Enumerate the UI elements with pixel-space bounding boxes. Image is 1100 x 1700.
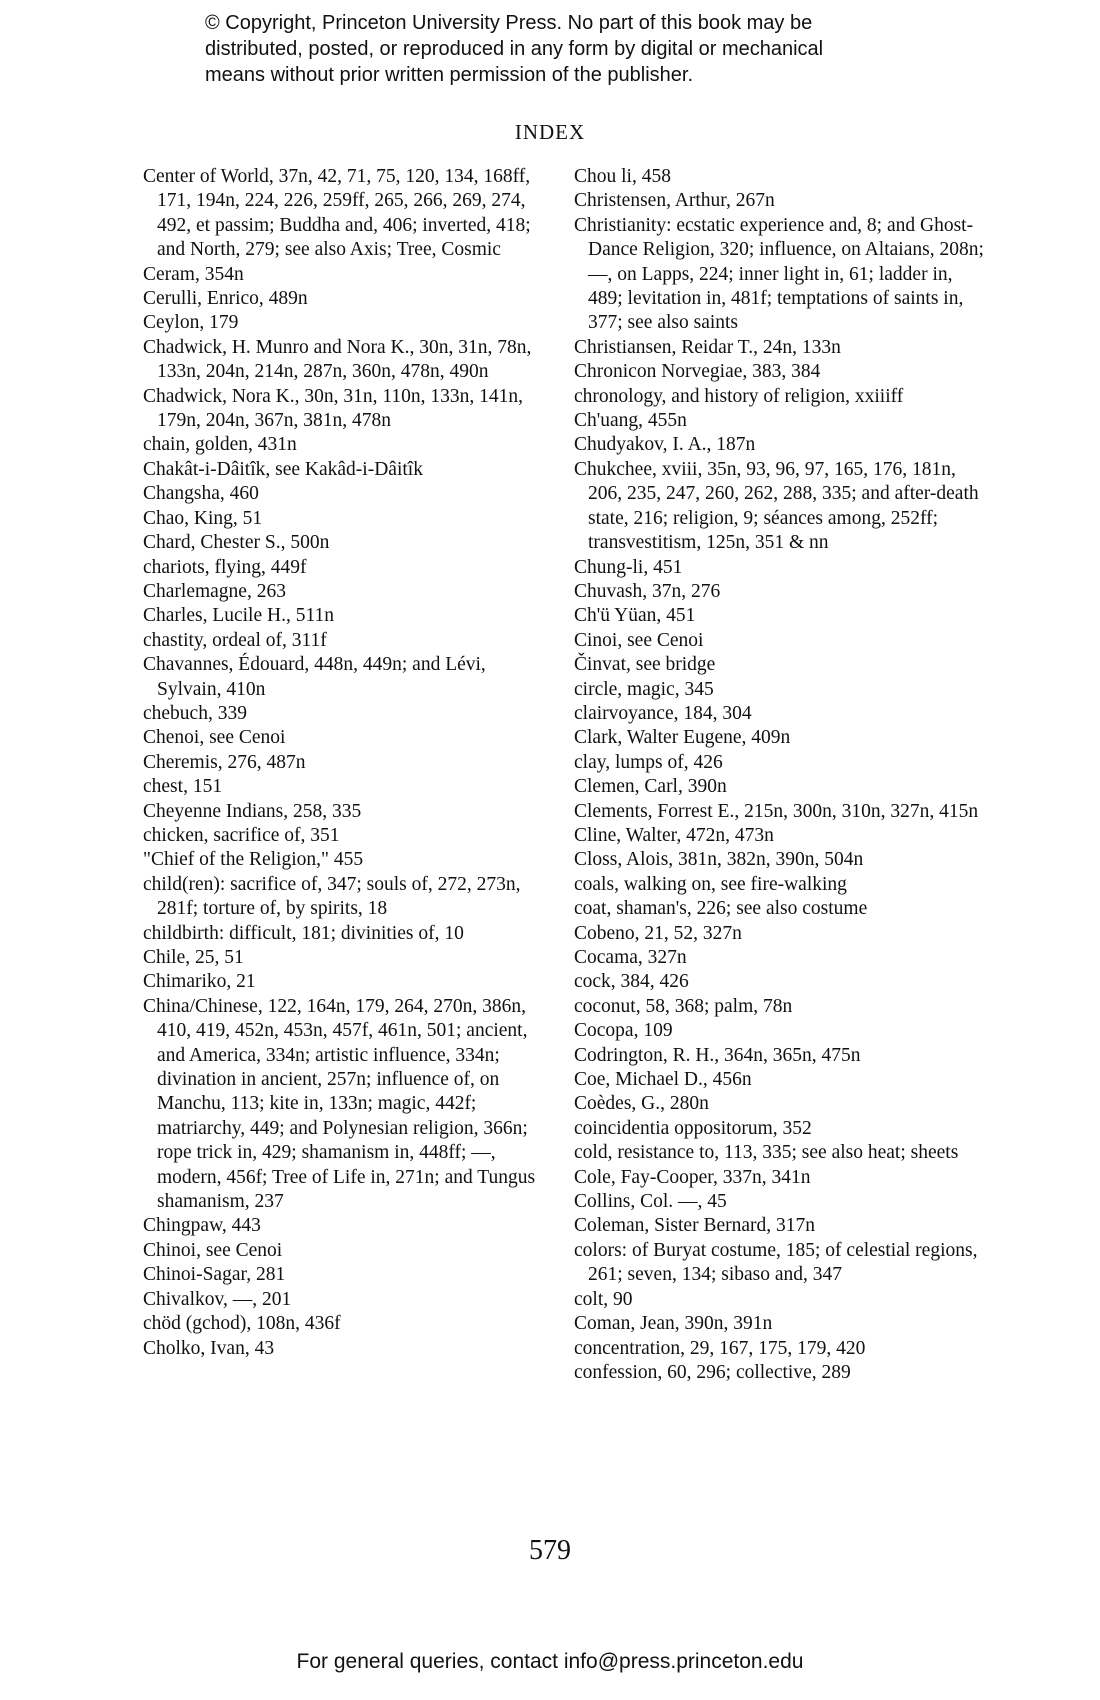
index-entry: Ceylon, 179: [143, 312, 239, 334]
index-entry: Christensen, Arthur, 267n: [574, 190, 775, 212]
index-entry: China/Chinese, 122, 164n, 179, 264, 270n, 386n, 410, 419, 452n, 453n, 457f, 461n, 501; ancient, and America, 334n; artistic influence, 334n; divination in ancient, 257n; influence of, on Manchu, 113; kite in, 133n; magic, 442f; matriarchy, 449; and Polynesian religion, 366n; rope trick in, 429; shamanism in, 448ff; —, modern, 456f; Tree of Life in, 271n; and Tungus shamanism, 237: [143, 995, 536, 1213]
index-entry: Changsha, 460: [143, 483, 259, 505]
index-entry: Cholko, Ivan, 43: [143, 1337, 275, 1359]
index-entry: Ch'ü Yüan, 451: [574, 605, 696, 627]
index-entry: child(ren): sacrifice of, 347; souls of, 272, 273n, 281f; torture of, by spirits, 18: [143, 873, 521, 920]
index-entry: coals, walking on, see fire-walking: [574, 873, 847, 895]
index-entry: Chinoi-Sagar, 281: [143, 1264, 286, 1286]
index-entry: coincidentia oppositorum, 352: [574, 1117, 812, 1139]
index-entry: Charles, Lucile H., 511n: [143, 605, 334, 627]
index-entry: Cline, Walter, 472n, 473n: [574, 824, 774, 846]
index-entry: Center of World, 37n, 42, 71, 75, 120, 134, 168ff, 171, 194n, 224, 226, 259ff, 265, 266, 269, 274, 492, et passim; Buddha and, 406; inverted, 418; and North, 279; see also Axis; Tree, Cosmic: [143, 166, 531, 261]
index-entry: concentration, 29, 167, 175, 179, 420: [574, 1337, 866, 1359]
index-entry: Chadwick, H. Munro and Nora K., 30n, 31n, 78n, 133n, 204n, 214n, 287n, 360n, 478n, 490n: [143, 336, 532, 383]
index-entry: Cheremis, 276, 487n: [143, 751, 306, 773]
index-entry: Christiansen, Reidar T., 24n, 133n: [574, 336, 841, 358]
index-entry: chastity, ordeal of, 311f: [143, 629, 327, 651]
index-entry: chebuch, 339: [143, 702, 247, 724]
index-entry: Chronicon Norvegiae, 383, 384: [574, 361, 821, 383]
index-entry: chronology, and history of religion, xxiiiff: [574, 385, 904, 407]
index-entry: Chakât-i-Dâitîk, see Kakâd-i-Dâitîk: [143, 458, 423, 480]
index-entry: Clements, Forrest E., 215n, 300n, 310n, 327n, 415n: [574, 800, 979, 822]
copyright-line: means without prior written permission of the publisher.: [205, 64, 694, 86]
index-entry: clairvoyance, 184, 304: [574, 702, 752, 724]
index-entry: confession, 60, 296; collective, 289: [574, 1361, 851, 1383]
index-entry: Cinoi, see Cenoi: [574, 629, 704, 651]
index-entry: circle, magic, 345: [574, 678, 714, 700]
index-entry: Chung-li, 451: [574, 556, 683, 578]
index-entry: cold, resistance to, 113, 335; see also heat; sheets: [574, 1142, 959, 1164]
index-entry: coconut, 58, 368; palm, 78n: [574, 995, 793, 1017]
index-entry: Chao, King, 51: [143, 507, 263, 529]
index-entry: Cerulli, Enrico, 489n: [143, 288, 308, 310]
index-entry: colors: of Buryat costume, 185; of celestial regions, 261; seven, 134; sibaso and, 347: [574, 1239, 978, 1286]
index-entry: Clark, Walter Eugene, 409n: [574, 727, 791, 749]
index-entry: Chou li, 458: [574, 166, 671, 187]
index-entry: Charlemagne, 263: [143, 580, 286, 602]
index-entry: Chadwick, Nora K., 30n, 31n, 110n, 133n, 141n, 179n, 204n, 367n, 381n, 478n: [143, 385, 524, 432]
index-entry: Chingpaw, 443: [143, 1215, 261, 1237]
index-entry: Ch'uang, 455n: [574, 410, 687, 432]
index-entry: Chavannes, Édouard, 448n, 449n; and Lévi, Sylvain, 410n: [143, 654, 486, 700]
index-entry: Chudyakov, I. A., 187n: [574, 434, 756, 456]
index-entry: Christianity: ecstatic experience and, 8; and Ghost-Dance Religion, 320; influence, on Altaians, 208n; —, on Lapps, 224; inner light in, 61; ladder in, 489; levitation in, 481f; temptations of saints in, 377; see also saints: [574, 214, 984, 334]
index-entry: Chenoi, see Cenoi: [143, 727, 286, 749]
index-entry: childbirth: difficult, 181; divinities of, 10: [143, 922, 464, 944]
index-entry: "Chief of the Religion," 455: [143, 849, 364, 871]
index-entry: Chimariko, 21: [143, 971, 256, 993]
index-entry: Chivalkov, —, 201: [143, 1288, 292, 1310]
index-entry: Cheyenne Indians, 258, 335: [143, 800, 362, 822]
index-entry: chest, 151: [143, 776, 223, 798]
index-entry: Closs, Alois, 381n, 382n, 390n, 504n: [574, 849, 864, 871]
copyright-line: © Copyright, Princeton University Press. No part of this book may be: [205, 12, 813, 34]
index-entry: Cobeno, 21, 52, 327n: [574, 922, 742, 944]
index-entry: Collins, Col. —, 45: [574, 1191, 727, 1213]
index-entry: Cole, Fay-Cooper, 337n, 341n: [574, 1166, 811, 1188]
page-number: 579: [529, 1535, 571, 1566]
index-entry: cock, 384, 426: [574, 971, 689, 993]
index-entry: Chuvash, 37n, 276: [574, 580, 721, 602]
index-entry: coat, shaman's, 226; see also costume: [574, 898, 868, 920]
index-entry: Coman, Jean, 390n, 391n: [574, 1313, 773, 1335]
index-title: INDEX: [514, 120, 586, 144]
copyright-notice: [205, 10, 925, 88]
index-entry: chariots, flying, 449f: [143, 556, 307, 578]
index-entry: Ceram, 354n: [143, 263, 244, 285]
index-column-right: [574, 165, 984, 1385]
index-entry: Coèdes, G., 280n: [574, 1093, 709, 1115]
index-entry: Chard, Chester S., 500n: [143, 532, 330, 554]
index-entry: Chukchee, xviii, 35n, 93, 96, 97, 165, 176, 181n, 206, 235, 247, 260, 262, 288, 335; and after-death state, 216; religion, 9; séances among, 252ff; transvestitism, 125n, 351 & nn: [574, 458, 979, 554]
index-entry: Činvat, see bridge: [574, 654, 716, 676]
index-entry: Clemen, Carl, 390n: [574, 776, 727, 798]
index-entry: colt, 90: [574, 1288, 633, 1310]
index-entry: Chile, 25, 51: [143, 947, 244, 968]
index-entry: chicken, sacrifice of, 351: [143, 824, 340, 846]
index-entry: Chinoi, see Cenoi: [143, 1239, 283, 1261]
index-entry: chain, golden, 431n: [143, 434, 297, 456]
footer-contact: For general queries, contact info@press.princeton.edu: [296, 1650, 804, 1673]
copyright-line: distributed, posted, or reproduced in any form by digital or mechanical: [205, 38, 824, 60]
index-entry: clay, lumps of, 426: [574, 751, 723, 773]
index-entry: Cocama, 327n: [574, 947, 687, 968]
index-entry: Coleman, Sister Bernard, 317n: [574, 1215, 815, 1237]
index-entry: Coe, Michael D., 456n: [574, 1069, 752, 1091]
index-entry: chöd (gchod), 108n, 436f: [143, 1313, 341, 1335]
index-column-left: [143, 165, 543, 1361]
index-entry: Cocopa, 109: [574, 1020, 673, 1042]
index-entry: Codrington, R. H., 364n, 365n, 475n: [574, 1044, 861, 1066]
